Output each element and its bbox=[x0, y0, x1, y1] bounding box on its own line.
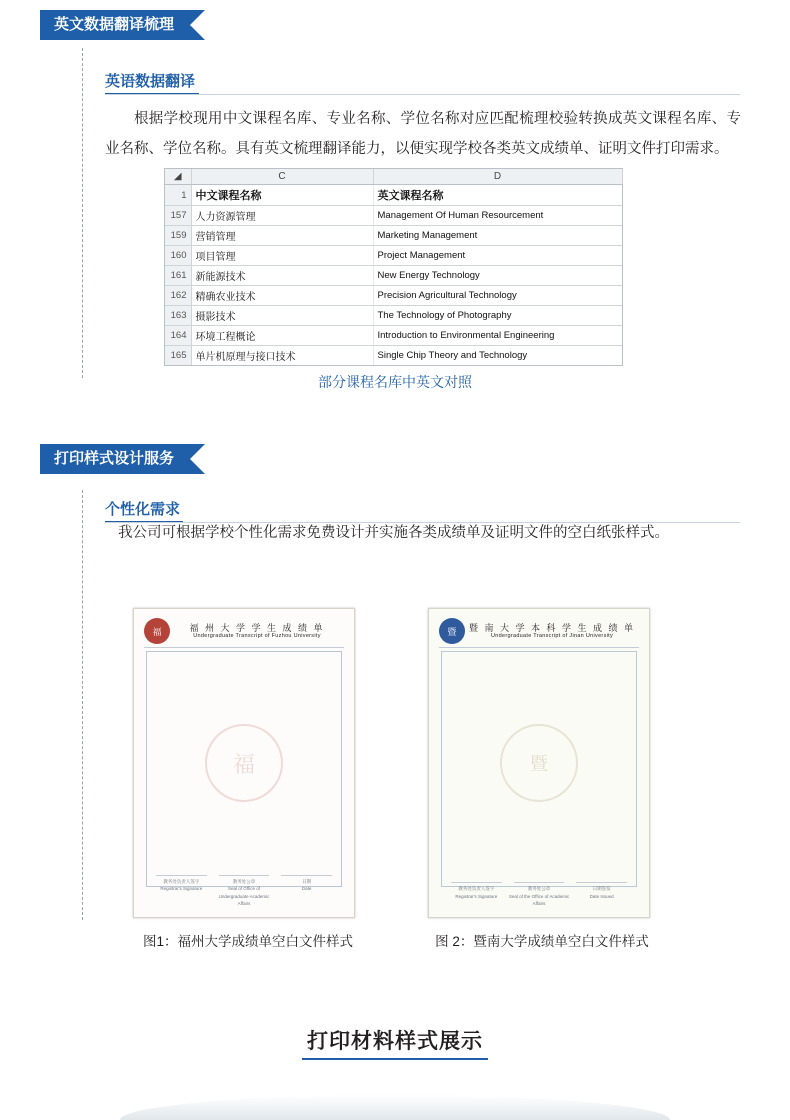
footer-cn-3: 日期签发 bbox=[576, 882, 627, 892]
cell-course-en: Single Chip Theory and Technology bbox=[377, 350, 528, 361]
footer-en-1: Registrar's Signature bbox=[160, 886, 203, 892]
spreadsheet-column-letter-d[interactable]: D bbox=[373, 169, 622, 185]
cell-course-en: Introduction to Environmental Engineering bbox=[373, 326, 622, 346]
table-row bbox=[165, 246, 622, 266]
footer-en-2: Seal of the Office of Academic Affairs bbox=[508, 893, 570, 906]
section-1-paragraph: 根据学校现用中文课程名库、专业名称、学位名称对应匹配梳理校验转换成英文课程名库、专业名称、学位名称。具有英文梳理翻译能力，以便实现学校各类英文成绩单、证明文件打印需求。 bbox=[105, 111, 741, 157]
cell-course-cn: 摄影技术 bbox=[191, 306, 373, 326]
figure-caption-1: 图1：福州大学成绩单空白文件样式 bbox=[142, 934, 353, 949]
table-row bbox=[165, 226, 622, 246]
section-banner-2-label: 打印样式设计服务 bbox=[40, 444, 190, 474]
footer-cn-3: 日期 bbox=[281, 875, 332, 885]
table-row bbox=[165, 206, 622, 226]
cell-course-cn: 精确农业技术 bbox=[191, 286, 373, 306]
spreadsheet-caption: 部分课程名库中英文对照 bbox=[318, 374, 472, 390]
cell-course-en: Project Management bbox=[373, 246, 622, 266]
cell-course-cn: 单片机原理与接口技术 bbox=[191, 346, 373, 366]
table-row bbox=[165, 326, 622, 346]
row-index[interactable]: 157 bbox=[165, 206, 191, 226]
cell-course-cn: 项目管理 bbox=[191, 246, 373, 266]
transcript-watermark-icon: 暨 bbox=[500, 724, 578, 802]
transcript-header-divider-2 bbox=[439, 647, 639, 648]
row-index[interactable]: 1 bbox=[165, 185, 191, 206]
footer-cn-2: 教务处公章 bbox=[219, 875, 270, 885]
row-index[interactable]: 165 bbox=[165, 346, 191, 366]
transcript-title-en: Undergraduate Transcript of Jinan University bbox=[490, 633, 614, 640]
row-index[interactable]: 163 bbox=[165, 306, 191, 326]
footer-cn-2: 教务处公章 bbox=[514, 882, 565, 892]
university-seal-icon: 福 bbox=[144, 618, 170, 644]
subheading-1-rule bbox=[105, 94, 740, 95]
transcript-footer-1 bbox=[150, 875, 338, 907]
cell-course-cn: 营销管理 bbox=[191, 226, 373, 246]
transcript-header-2 bbox=[439, 617, 639, 645]
row-index[interactable]: 160 bbox=[165, 246, 191, 266]
footer-cn-1: 教务处负责人签字 bbox=[156, 875, 207, 885]
cell-course-en: Marketing Management bbox=[373, 226, 622, 246]
transcript-footer-2 bbox=[445, 882, 633, 907]
header-cell-cn: 中文课程名称 bbox=[191, 185, 373, 206]
cell-course-en: Precision Agricultural Technology bbox=[373, 286, 622, 306]
dashed-rail-2 bbox=[82, 490, 83, 920]
spreadsheet-corner-cell[interactable]: ◢ bbox=[165, 169, 191, 185]
cell-course-en: The Technology of Photography bbox=[373, 306, 622, 326]
subheading-2: 个性化需求 bbox=[105, 501, 181, 518]
section-banner-2 bbox=[40, 444, 208, 474]
dashed-rail-1 bbox=[82, 48, 83, 378]
transcript-sample-jinan bbox=[428, 608, 650, 918]
section-banner-1 bbox=[40, 10, 208, 40]
footer-cn-1: 教务处负责人签字 bbox=[451, 882, 502, 892]
footer-en-3: Date bbox=[301, 886, 312, 892]
transcript-sample-fuzhou bbox=[133, 608, 355, 918]
bottom-heading: 打印材料样式展示 bbox=[307, 1030, 483, 1053]
section-banner-1-label: 英文数据翻译梳理 bbox=[40, 10, 190, 40]
university-seal-icon: 暨 bbox=[439, 618, 465, 644]
bottom-decoration bbox=[120, 1095, 670, 1120]
figure-caption-2: 图 2：暨南大学成绩单空白文件样式 bbox=[435, 934, 649, 949]
transcript-watermark-icon: 福 bbox=[205, 724, 283, 802]
spreadsheet-header-row bbox=[165, 185, 622, 206]
table-row bbox=[165, 306, 622, 326]
spreadsheet-column-letter-c[interactable]: C bbox=[191, 169, 373, 185]
spreadsheet-column-header-row bbox=[165, 169, 622, 185]
cell-course-cn: 环境工程概论 bbox=[191, 326, 373, 346]
cell-course-en: Management Of Human Resourcement bbox=[373, 206, 622, 226]
row-index[interactable]: 162 bbox=[165, 286, 191, 306]
row-index[interactable]: 164 bbox=[165, 326, 191, 346]
course-name-spreadsheet bbox=[164, 168, 623, 366]
cell-course-cn: 新能源技术 bbox=[191, 266, 373, 286]
bottom-heading-underline bbox=[302, 1058, 488, 1060]
footer-en-3: Date Issued bbox=[589, 893, 614, 899]
cell-course-cn: 人力资源管理 bbox=[191, 206, 373, 226]
section-2-paragraph: 我公司可根据学校个性化需求免费设计并实施各类成绩单及证明文件的空白纸张样式。 bbox=[118, 525, 669, 541]
row-index[interactable]: 159 bbox=[165, 226, 191, 246]
table-row bbox=[165, 266, 622, 286]
footer-en-2: Seal of Office of Undergraduate Academic Affairs bbox=[218, 886, 270, 906]
table-row bbox=[165, 286, 622, 306]
table-row bbox=[165, 346, 622, 366]
footer-en-1: Registrar's Signature bbox=[455, 893, 498, 899]
subheading-1: 英语数据翻译 bbox=[105, 73, 196, 90]
transcript-title-en: Undergraduate Transcript of Fuzhou University bbox=[193, 633, 321, 640]
transcript-title-cn: 暨 南 大 学 本 科 学 生 成 绩 单 bbox=[468, 622, 635, 633]
transcript-title-cn: 福 州 大 学 学 生 成 绩 单 bbox=[189, 622, 325, 633]
transcript-header-1 bbox=[144, 617, 344, 645]
header-cell-en: 英文课程名称 bbox=[373, 185, 622, 206]
transcript-header-divider-1 bbox=[144, 647, 344, 648]
row-index[interactable]: 161 bbox=[165, 266, 191, 286]
cell-course-en: New Energy Technology bbox=[373, 266, 622, 286]
